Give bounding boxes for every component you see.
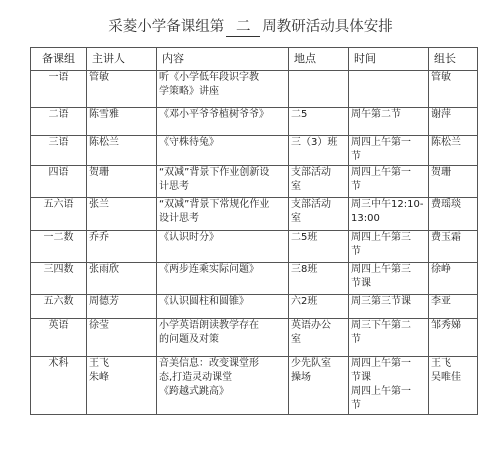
table-row [31,71,478,108]
row-place-cell [289,295,349,319]
row-group-cell [31,231,87,263]
row-place-cell [289,357,349,415]
row-time-cell [349,231,429,263]
row-place: 三（3）班 [291,137,338,148]
row-group: 五六语 [43,199,74,210]
row-place: 三8班 [291,264,318,275]
row-group-cell [31,263,87,295]
row-speaker-cell [87,198,157,231]
row-group: 三四数 [43,264,74,275]
row-speaker-cell [87,319,157,357]
row-leader: 李亚 [431,296,451,307]
row-time: 周四上午第一 节 [351,167,411,192]
row-speaker-cell [87,108,157,136]
row-content-cell [157,166,289,198]
row-time: 周四上午第三 节课 [351,264,411,289]
row-time: 周三下午第二 节 [351,320,411,345]
row-content: 音美信息：改变课堂形 态,打造灵动课堂 《跨越式跳高》 [159,358,259,397]
row-time: 周四上午第一 节 [351,137,411,162]
row-place: 少先队室 操场 [291,358,331,383]
row-time-cell [349,198,429,231]
row-group-cell [31,198,87,231]
row-content: 听《小学低年段识字教 学策略》讲座 [159,72,259,97]
row-group: 二语 [48,109,69,120]
row-speaker: 张雨欣 [89,264,119,275]
row-speaker: 乔乔 [89,232,109,243]
row-time: 周三第三节课 [351,296,411,307]
row-leader: 徐峥 [431,264,451,275]
row-content: 《守株待兔》 [159,137,219,148]
row-group: 一二数 [43,232,74,243]
row-leader: 费瑶琰 [431,199,461,210]
row-time-cell [349,136,429,166]
row-place: 六2班 [291,296,318,307]
row-place-cell [289,108,349,136]
title-prefix: 采菱小学备课组第 [108,19,225,35]
row-speaker-cell [87,231,157,263]
row-speaker-cell [87,263,157,295]
row-leader-cell [429,319,478,357]
row-place-cell [289,319,349,357]
row-content-cell [157,136,289,166]
row-group-cell [31,295,87,319]
row-leader-cell [429,136,478,166]
row-place: 二5班 [291,232,318,243]
table-row [31,198,478,231]
row-speaker-cell [87,136,157,166]
row-speaker-cell [87,357,157,415]
row-time-cell [349,295,429,319]
row-time-cell [349,319,429,357]
row-speaker: 陈松兰 [89,137,119,148]
row-group: 三语 [48,137,69,148]
row-place-cell [289,198,349,231]
row-content-cell [157,71,289,108]
table-row [31,263,478,295]
row-content: 《认识圆柱和圆锥》 [159,296,249,307]
row-content: 《两步连乘实际问题》 [159,264,259,275]
row-speaker: 陈雪雅 [89,109,119,120]
row-speaker: 张兰 [89,199,109,210]
table-row [31,295,478,319]
row-place-cell [289,136,349,166]
row-group: 术科 [48,358,69,369]
row-content-cell [157,198,289,231]
title-suffix: 周教研活动具体安排 [262,19,393,35]
table-row [31,231,478,263]
row-leader: 贺珊 [431,167,451,178]
row-time-cell [349,263,429,295]
row-group-cell [31,357,87,415]
row-group: 四语 [48,167,69,178]
row-content-cell [157,357,289,415]
row-content: “双减”背景下作业创新设 计思考 [159,167,270,192]
row-place-cell [289,71,349,108]
row-time: 周四上午第三 节 [351,232,411,257]
table-row [31,166,478,198]
row-time-cell [349,357,429,415]
table-row [31,357,478,415]
row-leader: 邹秀娣 [431,320,461,331]
row-leader: 管敏 [431,72,451,83]
row-speaker: 徐莹 [89,320,109,331]
row-speaker: 管敏 [89,72,109,83]
row-leader-cell [429,108,478,136]
row-place-cell [289,166,349,198]
title-week-number: 二 [226,18,260,37]
row-group: 五六数 [43,296,74,307]
row-speaker: 周德芳 [89,296,119,307]
row-content-cell [157,319,289,357]
row-content: 《邓小平爷爷植树爷爷》 [159,109,269,120]
table-row [31,108,478,136]
row-leader-cell [429,71,478,108]
row-leader-cell [429,263,478,295]
row-content: “双减”背景下常规化作业 设计思考 [159,199,270,224]
row-leader: 谢萍 [431,109,451,120]
row-leader: 陈松兰 [431,137,461,148]
table-row [31,136,478,166]
row-content-cell [157,108,289,136]
header-content: 内容 [157,48,289,71]
header-place: 地点 [289,48,349,71]
row-leader-cell [429,357,478,415]
header-speaker: 主讲人 [87,48,157,71]
row-place: 支部活动 室 [291,199,331,224]
row-speaker-cell [87,295,157,319]
table-header-row [31,48,478,71]
row-content-cell [157,295,289,319]
row-content-cell [157,231,289,263]
row-leader-cell [429,198,478,231]
row-place-cell [289,231,349,263]
row-content-cell [157,263,289,295]
header-time: 时间 [349,48,429,71]
row-speaker-cell [87,166,157,198]
row-speaker: 贺珊 [89,167,109,178]
row-group-cell [31,319,87,357]
row-leader-cell [429,295,478,319]
row-speaker-cell [87,71,157,108]
row-leader: 费玉霜 [431,232,461,243]
row-time: 周四上午第一 节课 周四上午第一 节 [351,358,411,411]
row-time: 周午第二节 [351,109,401,120]
row-place-cell [289,263,349,295]
row-group: 英语 [48,320,69,331]
row-content: 《认识时分》 [159,232,219,243]
row-speaker: 王飞 朱峰 [89,358,109,383]
row-group: 一语 [48,72,69,83]
row-time: 周三中午12:10- 13:00 [351,199,424,224]
row-content: 小学英语朗读教学存在 的问题及对策 [159,320,259,345]
header-leader: 组长 [429,48,478,71]
row-place: 英语办公 室 [291,320,331,345]
row-time-cell [349,108,429,136]
page-title [0,16,501,38]
row-leader-cell [429,231,478,263]
row-group-cell [31,71,87,108]
row-time-cell [349,166,429,198]
table-row [31,319,478,357]
row-group-cell [31,166,87,198]
header-group: 备课组 [31,48,87,71]
schedule-table [30,47,478,415]
row-place: 支部活动 室 [291,167,331,192]
row-leader: 王飞 吴唯佳 [431,358,461,383]
row-place: 二5 [291,109,308,120]
row-leader-cell [429,166,478,198]
row-group-cell [31,136,87,166]
row-group-cell [31,108,87,136]
row-time-cell [349,71,429,108]
